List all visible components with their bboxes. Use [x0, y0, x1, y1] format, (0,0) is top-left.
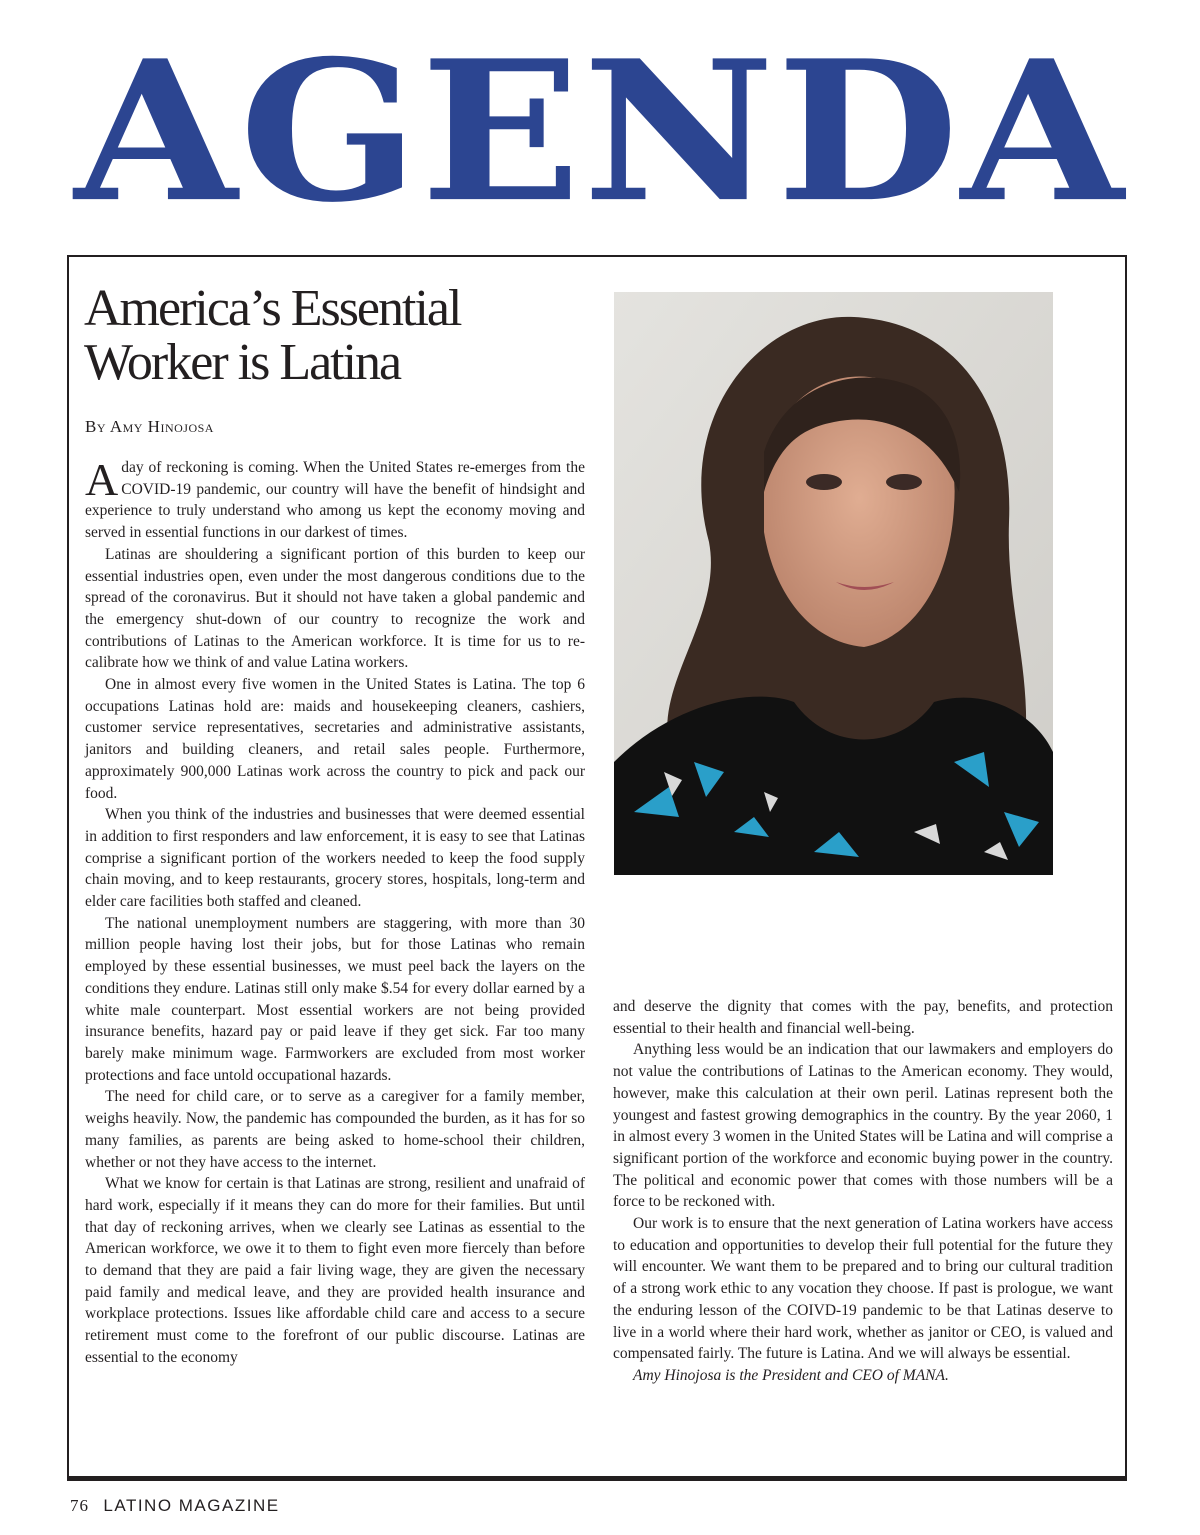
drop-cap: A — [85, 454, 119, 505]
article-paragraph: and deserve the dignity that comes with the pay, benefits, and protection essential to their health and financial well-being. — [613, 998, 1113, 1037]
article-paragraph: What we know for certain is that Latinas are strong, resilient and unafraid of hard work, especially if it means they can do more for their families. But until that day of reckoning arrives, when we clearly see Latinas as essential to the American workforce, we owe it to them to fight even more fiercely than before to demand that they are paid a fair living wage, they are given the necessary paid family and medical leave, and they are provided health insurance and workplace protections. Issues like affordable child care and access to a secure retirement must come to the forefront of our public discourse. Latinas are essential to the economy — [85, 1175, 585, 1366]
section-masthead: AGENDA — [74, 17, 1126, 246]
article-paragraph: Our work is to ensure that the next generation of Latina workers have access to education and opportunities to develop their full potential for the future they will encounter. We want them to be prepared and to bring our cultural tradition of a strong work ethic to any vocation they choose. If past is prologue, we want the enduring lesson of the COIVD-19 pandemic to be that Latinas deserve to live in a world where their hard work, whether as janitor or CEO, is valued and compensated fairly. The future is Latina. And we will always be essential. — [613, 1215, 1113, 1363]
article-paragraph: Anything less would be an indication that our lawmakers and employers do not value the contributions of Latinas to the American economy. They would, however, make this calculation at their own peril. Latinas represent both the youngest and fastest growing demographics in the country. By the year 2060, 1 in almost every 3 women in the United States will be Latina and will comprise a significant portion of the workforce and economic buying power in the country. The political and economic power that comes with those numbers will be a force to be reckoned with. — [613, 1041, 1113, 1211]
publication-name: LATINO MAGAZINE — [103, 1496, 280, 1515]
headline-line-1: America’s Essential — [84, 280, 461, 337]
article-paragraph: Latinas are shouldering a significant portion of this burden to keep our essential industries open, even under the most dangerous conditions due to the spread of the coronavirus. But it should not have taken a global pandemic and the emergency shut-down of our country to recognize the work and contributions of Latinas to the American workforce. It is time for us to re-calibrate how we think of and value Latina workers. — [85, 545, 585, 672]
article-headline — [84, 282, 584, 390]
article-paragraph: The need for child care, or to serve as a caregiver for a family member, weighs heavily. Now, the pandemic has compounded the burden, as it has for so many families, as parents are being asked to home-school their children, whether or not they have access to the internet. — [85, 1088, 585, 1171]
article-left-column — [85, 454, 585, 1369]
author-credit: Amy Hinojosa is the President and CEO of MANA. — [633, 1366, 949, 1384]
article-paragraph: When you think of the industries and businesses that were deemed essential in addition to first responders and law enforcement, it is easy to see that Latinas comprise a significant portion of the workers needed to keep the food supply chain moving, and to keep restaurants, grocery stores, hospitals, long-term and elder care facilities both staffed and cleaned. — [85, 806, 585, 911]
article-paragraph: A day of reckoning is coming. When the United States re-emerges from the COVID-19 pandemic, our country will have the benefit of hindsight and experience to truly understand who among us kept the economy moving and served in essential functions in our darkest of times. — [85, 454, 585, 542]
headline-line-2: Worker is Latina — [84, 334, 401, 391]
author-photo — [614, 292, 1053, 875]
page-number: 76 — [70, 1496, 89, 1515]
article-paragraph: One in almost every five women in the United States is Latina. The top 6 occupations Latinas hold are: maids and housekeeping cleaners, cashiers, customer service representatives, secretaries and administrative assistants, janitors and building cleaners, and retail sales people. Furthermore, approximately 900,000 Latinas work across the country to pick and pack our food. — [85, 676, 585, 802]
article-byline: By Amy Hinojosa — [85, 417, 214, 436]
article-right-column — [613, 996, 1113, 1387]
article-paragraph: The national unemployment numbers are staggering, with more than 30 million people having lost their jobs, but for those Latinas who remain employed by these essential businesses, we must peel back the layers on the conditions they endure. Latinas still only make $.54 for every dollar earned by a white male counterpart. Most essential workers are not being provided insurance benefits, hazard pay or paid leave if they get sick. Far too many barely make minimum wage. Farmworkers are excluded from most worker protections and face untold occupational hazards. — [85, 914, 585, 1084]
page-footer — [70, 1496, 280, 1516]
